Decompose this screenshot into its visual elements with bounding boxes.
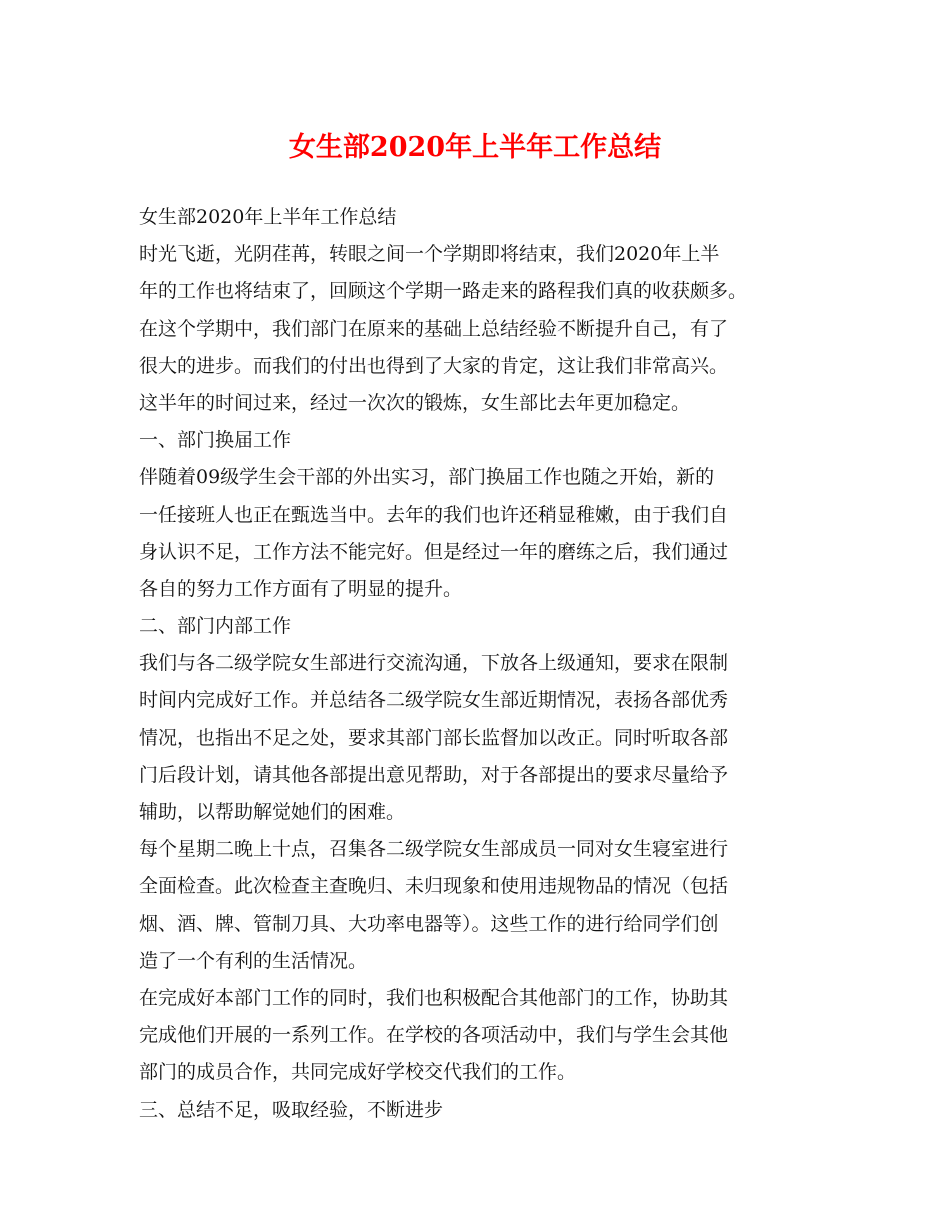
document-title: 女生部2020年上半年工作总结 [288,132,662,163]
section-heading: 二、部门内部工作 [139,615,292,638]
paragraph-line: 年的工作也将结束了，回顾这个学期一路走来的路程我们真的收获颇多。 [139,280,748,303]
paragraph-line: 每个星期二晚上十点，召集各二级学院女生部成员一同对女生寝室进行 [139,838,729,861]
paragraph-line: 辅助，以帮助解觉她们的困难。 [139,801,406,823]
paragraph-line: 门后段计划，请其他各部提出意见帮助，对于各部提出的要求尽量给予 [139,763,729,786]
paragraph-line: 女生部2020年上半年工作总结 [139,206,397,228]
paragraph-line: 完成他们开展的一系列工作。在学校的各项活动中，我们与学生会其他 [139,1024,729,1047]
paragraph-line: 烟、酒、牌、管制刀具、大功率电器等）。这些工作的进行给同学们创 [139,912,719,935]
paragraph-line: 在完成好本部门工作的同时，我们也积极配合其他部门的工作，协助其 [139,986,729,1009]
paragraph-line: 情况，也指出不足之处，要求其部门部长监督加以改正。同时听取各部 [139,726,729,749]
paragraph-line: 造了一个有利的生活情况。 [139,949,368,972]
paragraph-line: 身认识不足，工作方法不能完好。但是经过一年的磨练之后，我们通过 [139,540,729,563]
paragraph-line: 很大的进步。而我们的付出也得到了大家的肯定，这让我们非常高兴。 [139,354,729,377]
document-body [139,199,829,1129]
paragraph-line: 部门的成员合作，共同完成好学校交代我们的工作。 [139,1061,577,1084]
section-heading: 一、部门换届工作 [139,429,292,452]
paragraph-line: 伴随着09级学生会干部的外出实习，部门换届工作也随之开始，新的 [139,466,715,489]
paragraph-line: 全面检查。此次检查主查晚归、未归现象和使用违规物品的情况（包括 [139,875,729,898]
paragraph-line: 时间内完成好工作。并总结各二级学院女生部近期情况，表扬各部优秀 [139,689,729,712]
paragraph-line: 在这个学期中，我们部门在原来的基础上总结经验不断提升自己，有了 [139,317,729,340]
paragraph-line: 一任接班人也正在甄选当中。去年的我们也许还稍显稚嫩，由于我们自 [139,503,729,526]
paragraph-line: 各自的努力工作方面有了明显的提升。 [139,577,463,600]
paragraph-line: 时光飞逝，光阴荏苒，转眼之间一个学期即将结束，我们2020年上半 [139,243,720,266]
section-heading: 三、总结不足，吸取经验，不断进步 [139,1098,444,1121]
paragraph-line: 我们与各二级学院女生部进行交流沟通，下放各上级通知，要求在限制 [139,652,729,675]
paragraph-line: 这半年的时间过来，经过一次次的锻炼，女生部比去年更加稳定。 [139,391,691,414]
